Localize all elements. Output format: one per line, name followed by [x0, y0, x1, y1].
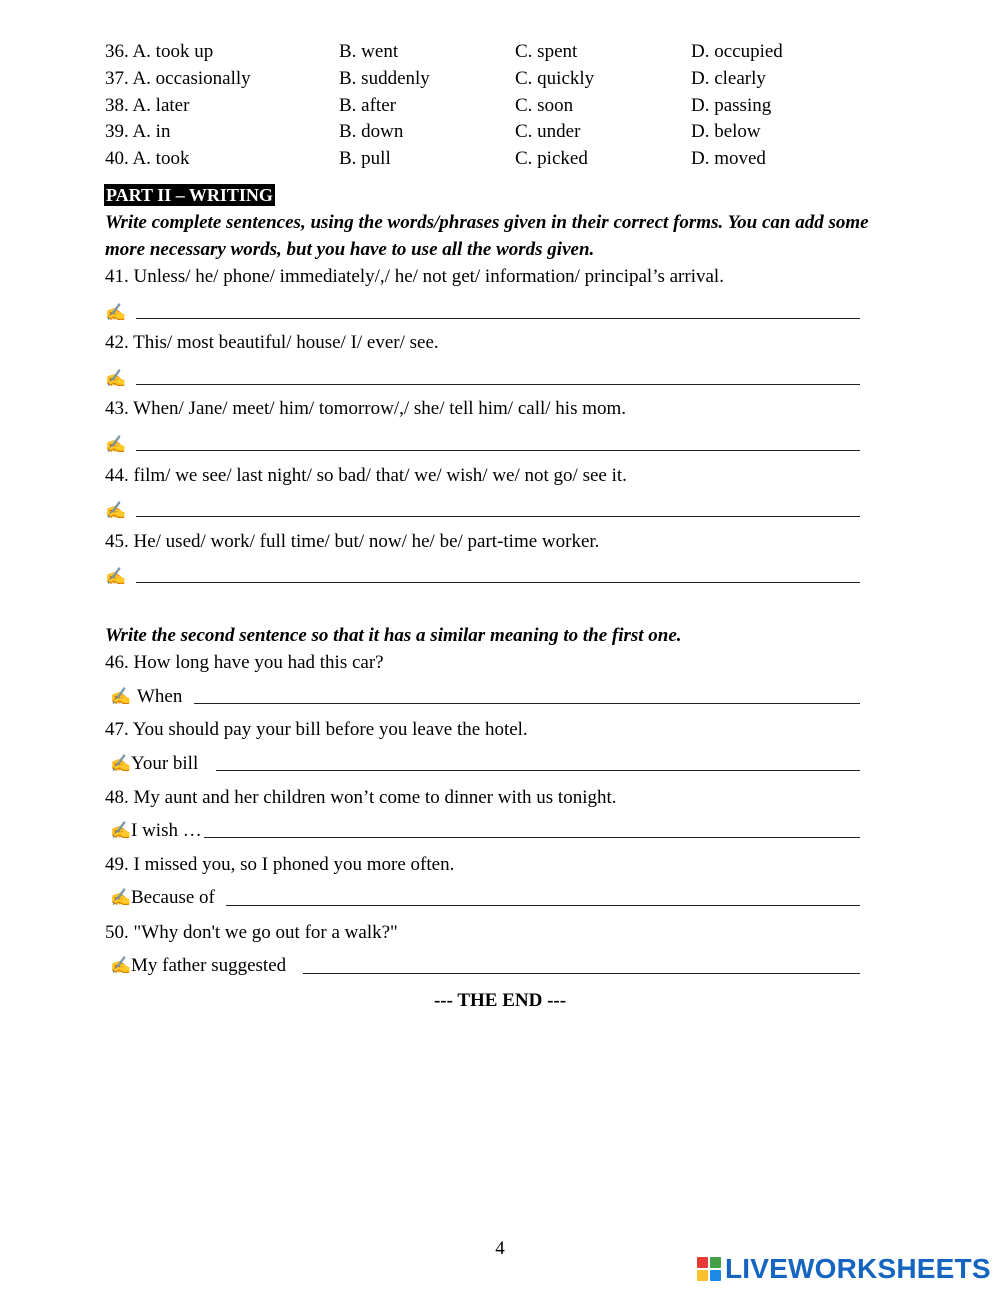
answer-line-43[interactable] — [136, 450, 860, 451]
answer-prefix-46: When — [137, 686, 183, 707]
question-42: 42. This/ most beautiful/ house/ I/ ever/ see. — [105, 332, 439, 353]
option-a: 40. A. took — [105, 148, 190, 169]
option-b: B. suddenly — [339, 68, 430, 89]
answer-line-41[interactable] — [136, 318, 860, 319]
option-d: D. below — [691, 121, 761, 142]
rewrite-instruction: Write the second sentence so that it has a similar meaning to the first one. — [105, 625, 682, 646]
option-c: C. picked — [515, 148, 588, 169]
option-c: C. quickly — [515, 68, 595, 89]
choice-row-40 — [105, 149, 905, 171]
option-b: B. down — [339, 121, 404, 142]
pen-icon: ✍ — [110, 821, 132, 840]
option-a: 39. A. in — [105, 121, 171, 142]
part-title: PART II – WRITING — [106, 185, 273, 205]
pen-icon: ✍ — [110, 956, 132, 975]
option-b: B. pull — [339, 148, 391, 169]
instruction-line-2: more necessary words, but you have to use all the words given. — [105, 239, 595, 260]
option-c: C. under — [515, 121, 581, 142]
question-45: 45. He/ used/ work/ full time/ but/ now/ he/ be/ part-time worker. — [105, 531, 600, 552]
option-c: C. spent — [515, 41, 578, 62]
answer-line-50[interactable] — [303, 973, 860, 974]
instruction-line-1: Write complete sentences, using the words/phrases given in their correct forms. You can add some — [105, 212, 869, 233]
the-end: --- THE END --- — [433, 990, 567, 1011]
choice-row-38 — [105, 96, 905, 118]
logo-text: LIVEWORKSHEETS — [725, 1253, 991, 1284]
answer-prefix-48: I wish … — [131, 820, 202, 841]
option-b: B. went — [339, 41, 399, 62]
pen-icon: ✍ — [110, 754, 132, 773]
option-d: D. clearly — [691, 68, 766, 89]
pen-icon: ✍ — [105, 435, 127, 454]
option-c: C. soon — [515, 95, 574, 116]
choice-row-36 — [105, 42, 905, 64]
question-44: 44. film/ we see/ last night/ so bad/ that/ we/ wish/ we/ not go/ see it. — [105, 465, 627, 486]
question-41: 41. Unless/ he/ phone/ immediately/,/ he/ not get/ information/ principal’s arrival. — [105, 266, 724, 287]
question-49: 49. I missed you, so I phoned you more often. — [105, 854, 455, 875]
option-b: B. after — [339, 95, 396, 116]
answer-prefix-50: My father suggested — [131, 955, 287, 976]
answer-line-47[interactable] — [216, 770, 860, 771]
question-46: 46. How long have you had this car? — [105, 652, 384, 673]
option-a: 38. A. later — [105, 95, 190, 116]
pen-icon: ✍ — [105, 303, 127, 322]
question-43: 43. When/ Jane/ meet/ him/ tomorrow/,/ she/ tell him/ call/ his mom. — [105, 398, 627, 419]
answer-line-45[interactable] — [136, 582, 860, 583]
answer-line-49[interactable] — [226, 905, 860, 906]
pen-icon: ✍ — [105, 369, 127, 388]
answer-prefix-47: Your bill — [131, 753, 199, 774]
option-a: 36. A. took up — [105, 41, 214, 62]
answer-prefix-49: Because of — [131, 887, 215, 908]
answer-line-42[interactable] — [136, 384, 860, 385]
question-50: 50. "Why don't we go out for a walk?" — [105, 922, 398, 943]
answer-line-48[interactable] — [204, 837, 860, 838]
question-48: 48. My aunt and her children won’t come to dinner with us tonight. — [105, 787, 617, 808]
pen-icon: ✍ — [105, 567, 127, 586]
pen-icon: ✍ — [105, 501, 127, 520]
answer-line-44[interactable] — [136, 516, 860, 517]
question-47: 47. You should pay your bill before you leave the hotel. — [105, 719, 528, 740]
answer-line-46[interactable] — [194, 703, 860, 704]
choice-row-39 — [105, 122, 905, 144]
option-d: D. occupied — [691, 41, 783, 62]
liveworksheets-logo[interactable] — [697, 1253, 995, 1285]
option-d: D. moved — [691, 148, 766, 169]
choice-row-37 — [105, 69, 905, 91]
pen-icon: ✍ — [110, 687, 132, 706]
option-d: D. passing — [691, 95, 772, 116]
option-a: 37. A. occasionally — [105, 68, 251, 89]
page-number: 4 — [495, 1238, 505, 1259]
pen-icon: ✍ — [110, 888, 132, 907]
logo-blocks-icon — [697, 1257, 725, 1283]
